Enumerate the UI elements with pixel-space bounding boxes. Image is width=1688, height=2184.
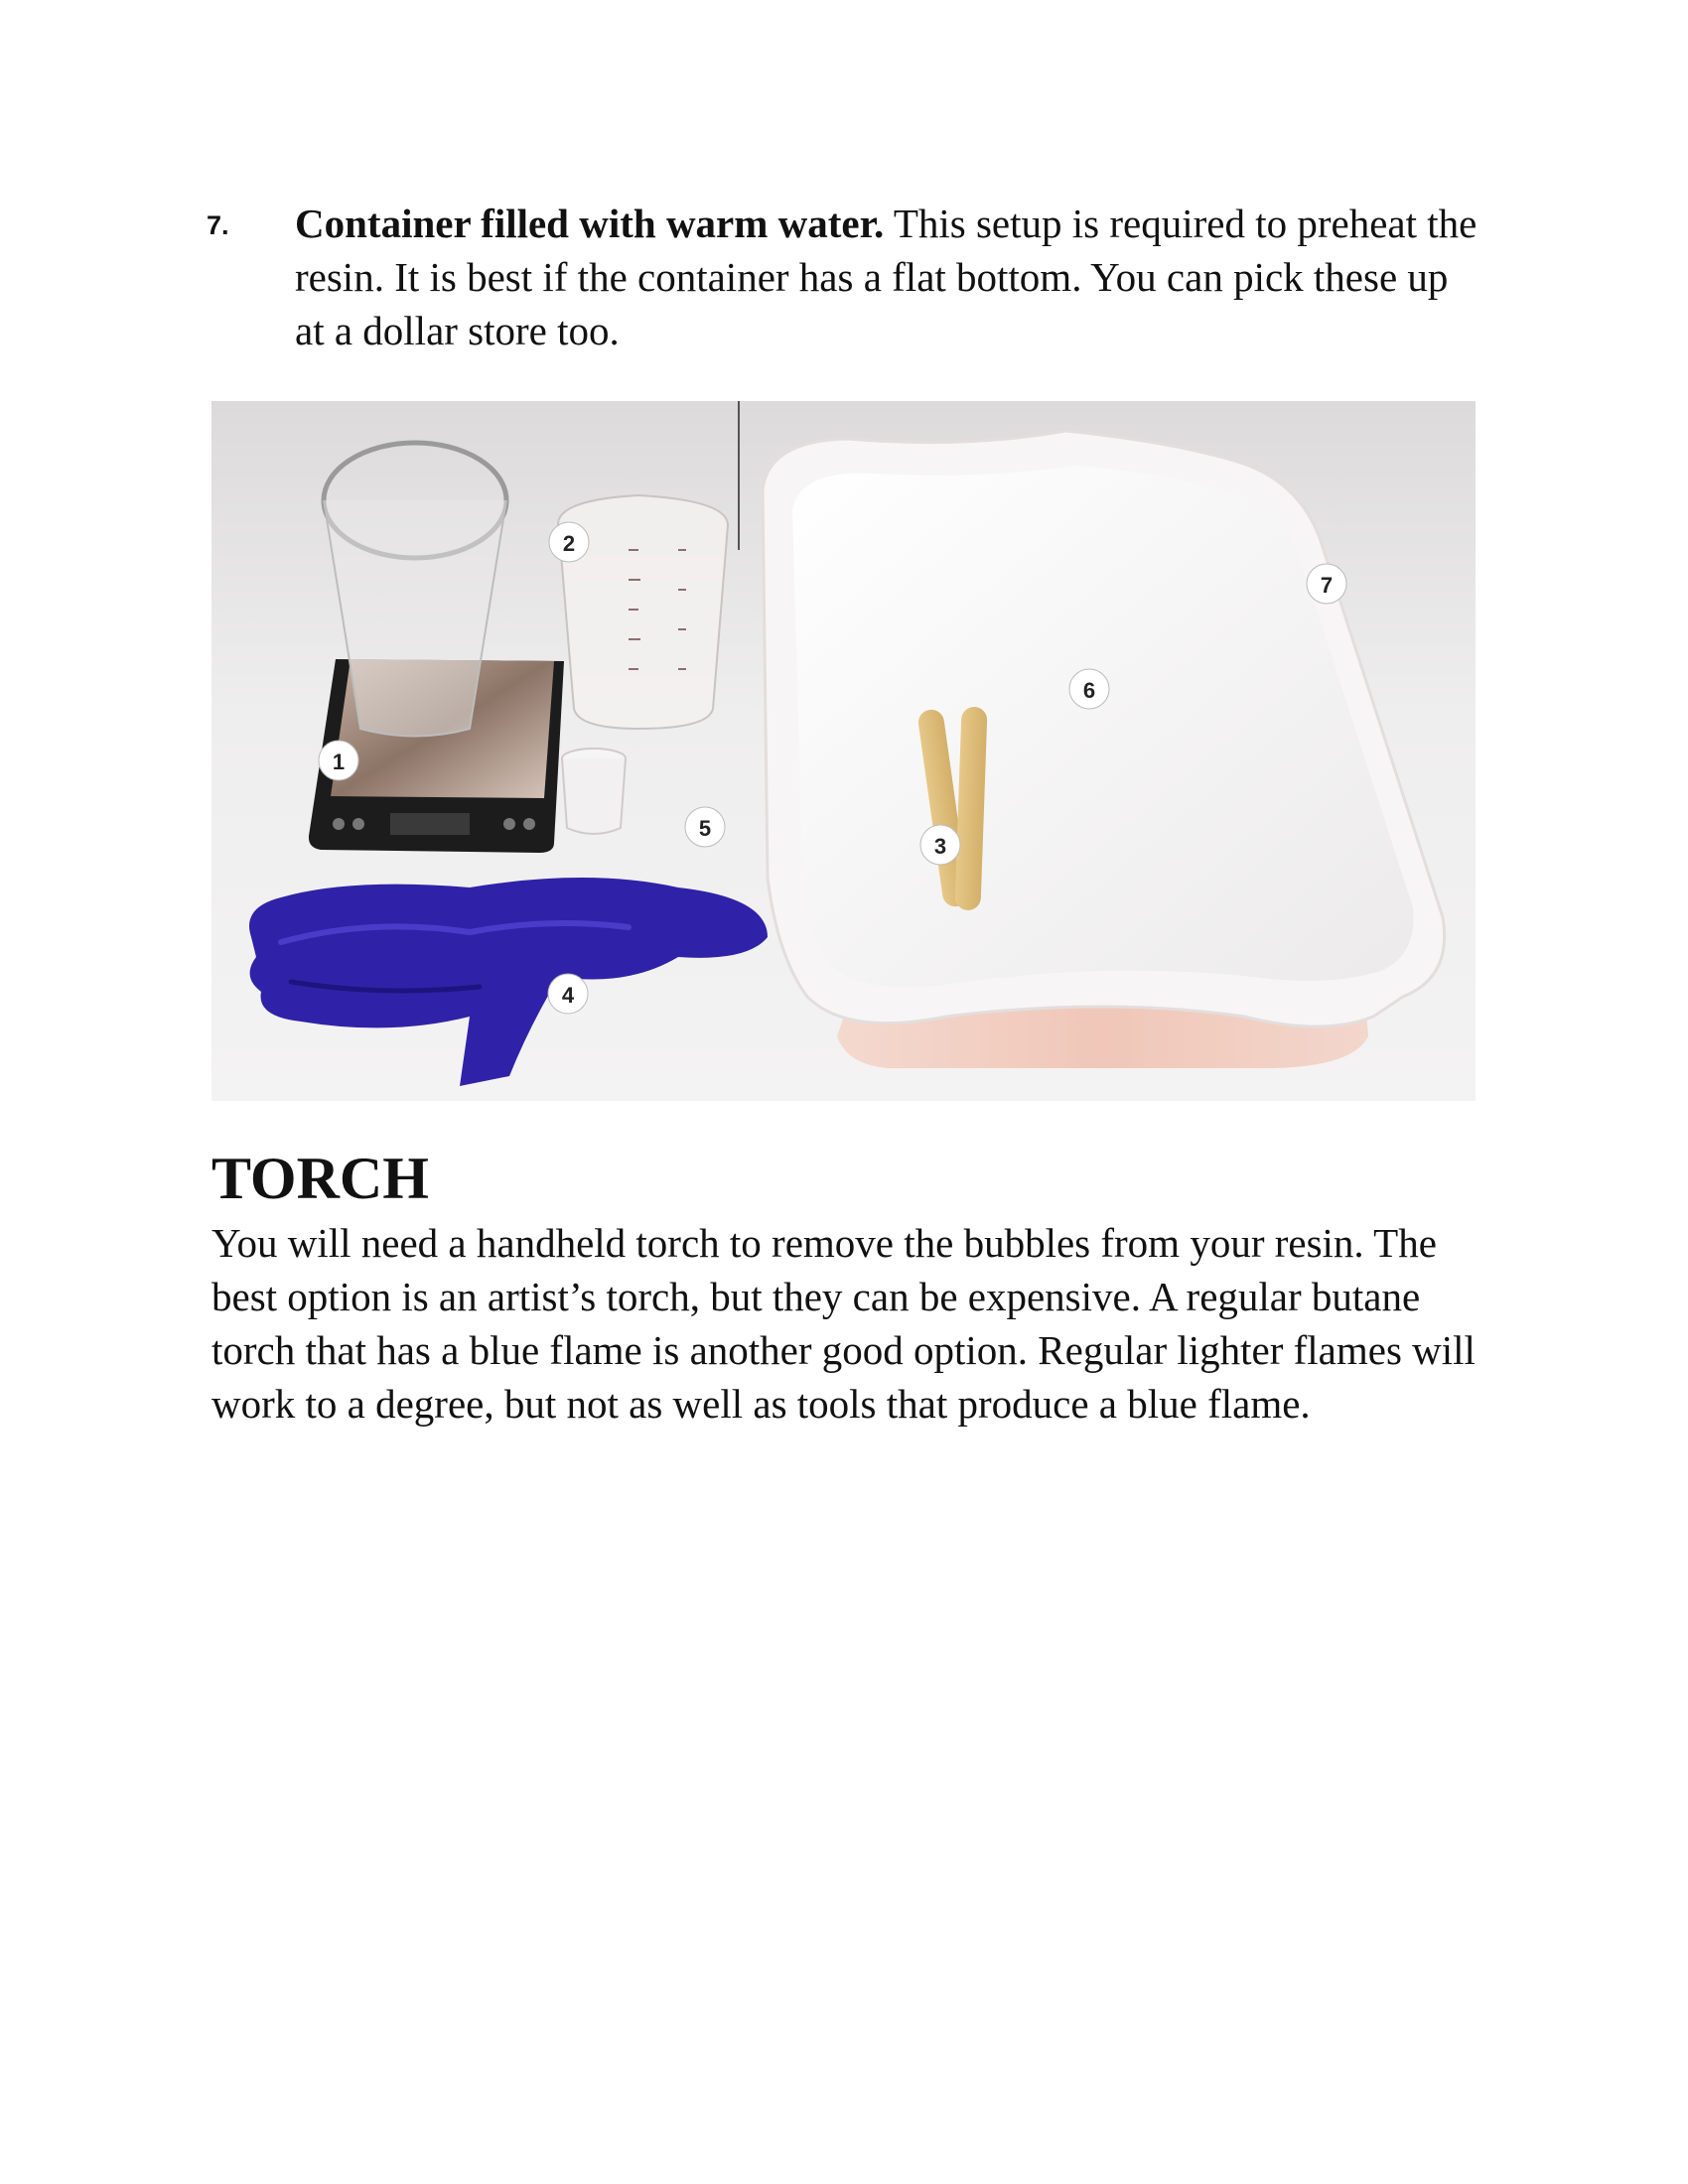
marker-5	[685, 807, 725, 847]
list-item-lead: Container filled with warm water.	[295, 201, 885, 246]
svg-text:3: 3	[933, 834, 947, 859]
marker-4	[548, 974, 588, 1014]
section-body: You will need a handheld torch to remove the bubbles from your resin. The best option is an artist’s torch, but they can be expensive. A regular butane torch that has a blue flame is another good option. Regular lighter flames will work to a degree, but not as well as tools that produce a blue flame.	[211, 1220, 1476, 1427]
supplies-photo-illustration	[211, 401, 1476, 1101]
marker-1	[319, 741, 358, 780]
list-item-text	[295, 197, 1486, 357]
svg-text:1: 1	[332, 750, 346, 774]
svg-text:4: 4	[561, 983, 575, 1008]
list-item-body: This setup is required to preheat the resin. It is best if the container has a flat bottom. You can pick these up at a dollar store too.	[295, 201, 1477, 353]
svg-text:7: 7	[1320, 573, 1334, 598]
supplies-photo	[211, 401, 1476, 1101]
marker-3	[920, 825, 960, 865]
marker-7	[1307, 564, 1346, 604]
list-number: 7.	[207, 210, 229, 240]
svg-text:6: 6	[1082, 678, 1096, 703]
svg-text:2: 2	[562, 531, 576, 556]
section-title: TORCH	[211, 1146, 429, 1211]
marker-2	[549, 522, 589, 562]
svg-text:5: 5	[698, 816, 712, 841]
marker-6	[1069, 669, 1109, 709]
